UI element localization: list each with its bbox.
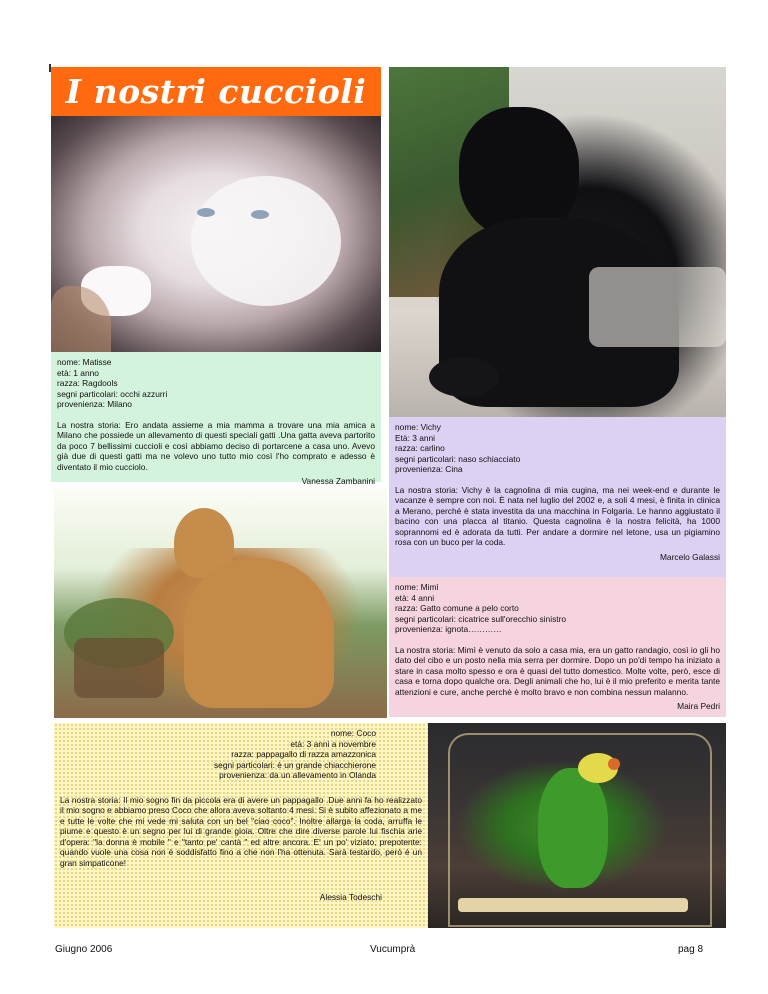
- info-line: segni particolari: cicatrice sull'orecchio sinistro: [395, 613, 567, 624]
- info-line: razza: carlino: [395, 443, 445, 453]
- author-name: Vanessa Zambanini: [301, 476, 375, 486]
- photo-black-pug: [389, 67, 726, 417]
- author-name: Marcelo Galassi: [659, 551, 720, 562]
- info-line: provenienza: ignota…………: [395, 624, 502, 634]
- photo-parrot: [428, 723, 726, 928]
- footer-date: Giugno 2006: [55, 944, 113, 955]
- photo-orange-cat: [54, 488, 387, 718]
- info-line: età: 4 anni: [395, 592, 435, 603]
- footer-publication: Vucumprà: [370, 944, 416, 955]
- story-text: La nostra storia: Ero andata assieme a mia mamma a trovare una mia amica a Milano che possiede un allevamento di questi speciali gatti .Una gatta aveva partorito da poco 7 bellissimi cuccioli e così abbiamo deciso di portarcene a casa uno. Avevo già due di questi gatti ma ne volevo uno tutto mio così l'ho comprato e adesso è diventato il mio cucciolo.: [57, 419, 375, 472]
- info-line: nome: Mimì: [395, 582, 439, 592]
- info-line: razza: Gatto comune a pelo corto: [395, 603, 519, 613]
- info-line: età: 1 anno: [57, 367, 99, 378]
- info-line: segni particolari: è un grande chiacchierone: [213, 759, 376, 770]
- story-text: La nostra storia: Vichy è la cagnolina di mia cugina, ma nei week-end e durante le vacanze è sempre con noi. È nata nel luglio del 2002 e, a soli 4 mesi, è finita in clinica a Merano, perché è stata investita da una macchina in Folgaria. Le hanno aggiustato il bacino con una placca al titanio. Questa cagnolina è la nostra felicità, ha 1000 soprannomi ed è adorata da tutti. Per andare a dormire nel letone, usa un pigiamino rosa con un buco per la coda.: [395, 484, 720, 547]
- story-text: La nostra storia: Mimì è venuto da solo a casa mia, era un gatto randagio, così io gli ho dato del cibo e un posto nella mia serra per dormire. Dopo un po'di tempo ha iniziato a stare in casa molto spesso e ora è quasi del tutto domestico. Molte volte, però, esce di casa e torna dopo qualche ora. Degli animali che ho, lui è il mio preferito e merita tante attenzioni e cure, anche perchè è molto bravo e non combina nessun malanno.: [395, 644, 720, 697]
- info-line: razza: Ragdools: [57, 378, 118, 388]
- info-line: segni particolari: naso schiacciato: [395, 453, 521, 464]
- author-name: Maira Pedri: [677, 701, 720, 711]
- info-line: razza: pappagallo di razza amazzonica: [231, 749, 376, 759]
- coco-info-box: [54, 723, 428, 928]
- info-line: segni particolari: occhi azzurri: [57, 388, 168, 399]
- info-line: Età: 3 anni: [395, 432, 436, 443]
- info-line: nome: Matisse: [57, 357, 112, 367]
- info-line: nome: Coco: [330, 728, 376, 738]
- info-line: provenienza: Milano: [57, 399, 132, 409]
- author-name: Alessia Todeschi: [319, 892, 382, 902]
- photo-white-cat: [51, 116, 381, 352]
- info-line: provenienza: Cina: [395, 464, 463, 474]
- vichy-info-box: [389, 417, 726, 589]
- info-line: nome: Vichy: [395, 422, 441, 432]
- page-title: I nostri cuccioli: [65, 72, 367, 111]
- matisse-info-box: [51, 352, 381, 486]
- footer-page-number: pag 8: [678, 944, 704, 955]
- info-line: età: 3 anni a novembre: [290, 738, 376, 749]
- mimi-info-box: [389, 577, 726, 717]
- title-banner: [51, 67, 381, 116]
- info-line: provenienza: da un allevamento in Olanda: [219, 770, 376, 780]
- story-text: La nostra storia: Il mio sogno fin da piccola era di avere un pappagallo .Due anni fa ho realizzato il mio sogno e abbiamo preso Coco che allora aveva soltanto 4 mesi. Si è subito affezionato a me e tutte le volte che mi vede mi saluta con un bel "ciao coco". Inoltre allarga la coda, arruffa le piume e questo è un segno per lui di grande gioia. Oltre che dire diverse parole lui fischia arie d'opera: "la donna è mobile " e "tanto pe' cantà " ed altre ancora. E' un po' viziato, prepotente: quando vuole una cosa non è soddisfatto fino a che non l'ha ottenuta. Sarà testardo, però è un gran simpaticone!: [60, 794, 422, 868]
